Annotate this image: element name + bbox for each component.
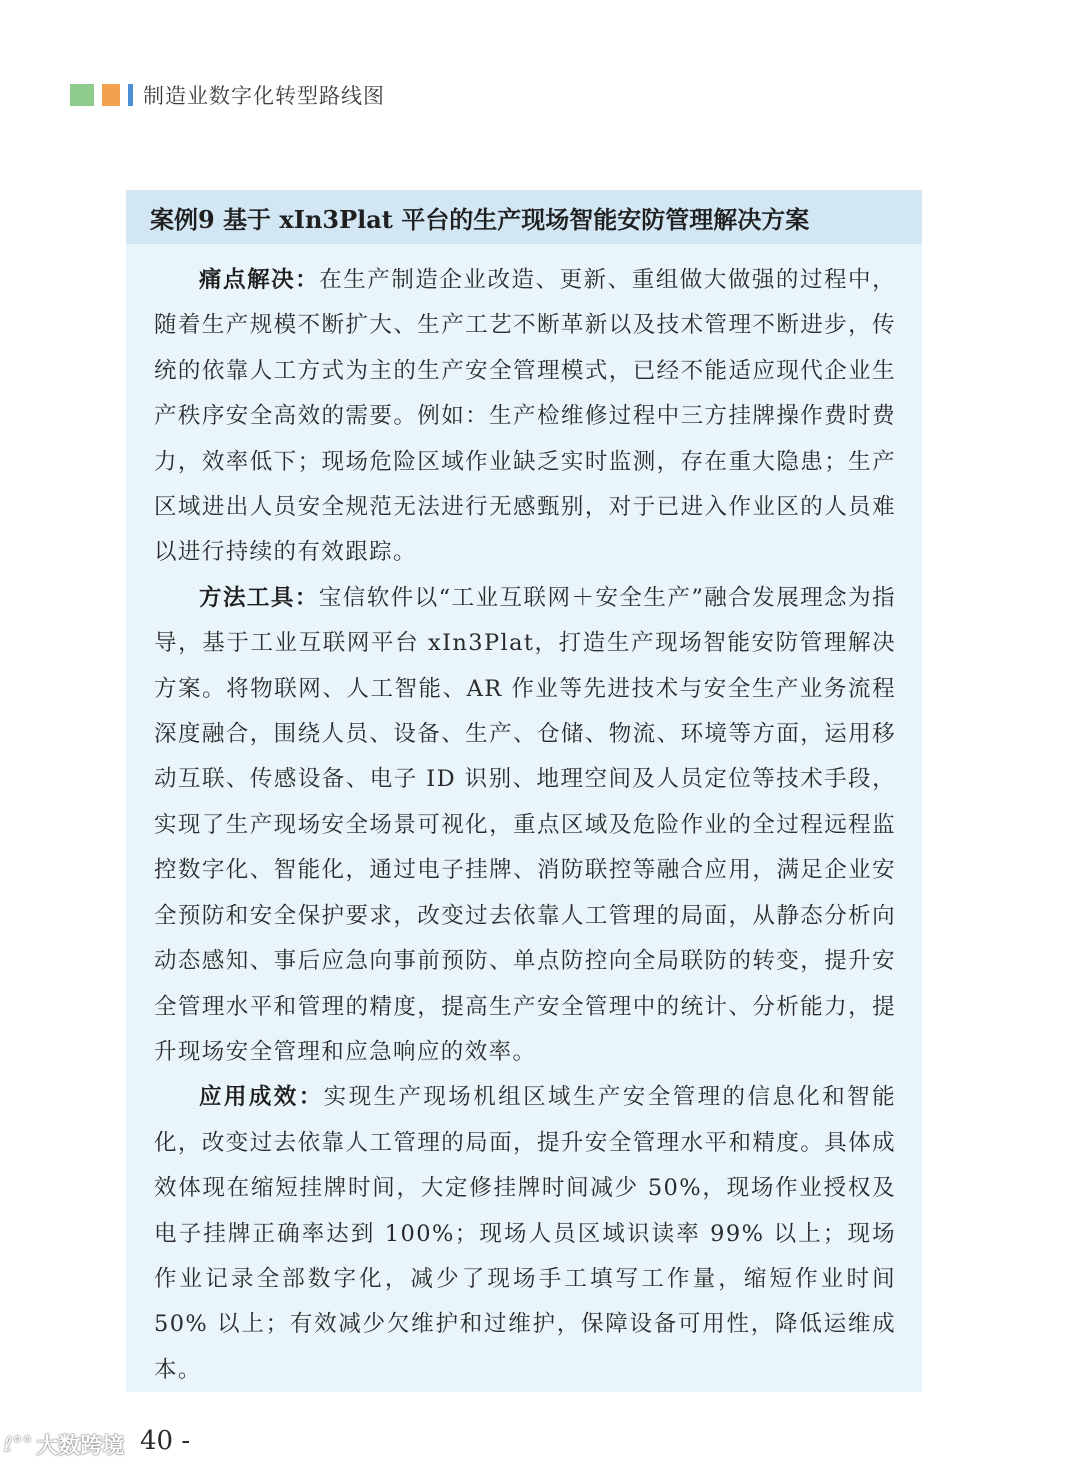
running-header xyxy=(70,80,385,110)
section-lead: 应用成效： xyxy=(199,1084,324,1111)
header-blue-bar xyxy=(128,84,133,106)
header-title: 制造业数字化转型路线图 xyxy=(143,84,385,108)
watermark-logo-icon: ℓ°° xyxy=(4,1432,33,1456)
section-text: 宝信软件以“工业互联网＋安全生产”融合发展理念为指导，基于工业互联网平台 xIn3Plat，打造生产现场智能安防管理解决方案。将物联网、人工智能、AR 作业等先进技术与安全生产业务流程深度融合，围绕人员、设备、生产、仓储、物流、环境等方面，运用移动互联、传感设备、电子 ID 识别、地理空间及人员定位等技术手段，实现了生产现场安全场景可视化，重点区域及危险作业的全过程远程监控数字化、智能化，通过电子挂牌、消防联控等融合应用，满足企业安全预防和安全保护要求，改变过去依靠人工管理的局面，从静态分析向动态感知、事后应急向事前预防、单点防控向全局联防的转变，提升安全管理水平和管理的精度，提高生产安全管理中的统计、分析能力，提升现场安全管理和应急响应的效率。 xyxy=(154,584,896,1065)
section-pain-points xyxy=(154,258,896,576)
page-number: 40 - xyxy=(140,1426,191,1456)
section-methods xyxy=(154,576,896,1075)
case-title: 案例9 基于 xIn3Plat 平台的生产现场智能安防管理解决方案 xyxy=(126,190,922,244)
watermark xyxy=(4,1424,124,1464)
section-lead: 痛点解决： xyxy=(199,267,320,293)
case-content xyxy=(126,244,922,1393)
section-text: 实现生产现场机组区域生产安全管理的信息化和智能化，改变过去依靠人工管理的局面，提升安全管理水平和精度。具体成效体现在缩短挂牌时间，大定修挂牌时间减少 50%，现场作业授权及电子挂牌正确率达到 100%；现场人员区域识读率 99% 以上；现场作业记录全部数字化，减少了现场手工填写工作量，缩短作业时间 50% 以上；有效减少欠维护和过维护，保障设备可用性，降低运维成本。 xyxy=(154,1084,896,1383)
section-text: 在生产制造企业改造、更新、重组做大做强的过程中，随着生产规模不断扩大、生产工艺不断革新以及技术管理不断进步，传统的依靠人工方式为主的生产安全管理模式，已经不能适应现代企业生产秩序安全高效的需要。例如：生产检维修过程中三方挂牌操作费时费力，效率低下；现场危险区域作业缺乏实时监测，存在重大隐患；生产区域进出人员安全规范无法进行无感甄别，对于已进入作业区的人员难以进行持续的有效跟踪。 xyxy=(154,267,896,566)
case-box xyxy=(126,190,922,1392)
header-green-block xyxy=(70,84,94,106)
section-lead: 方法工具： xyxy=(199,584,319,611)
section-results xyxy=(154,1075,896,1393)
header-orange-block xyxy=(102,84,120,106)
watermark-text: 大数跨境 xyxy=(36,1433,125,1459)
